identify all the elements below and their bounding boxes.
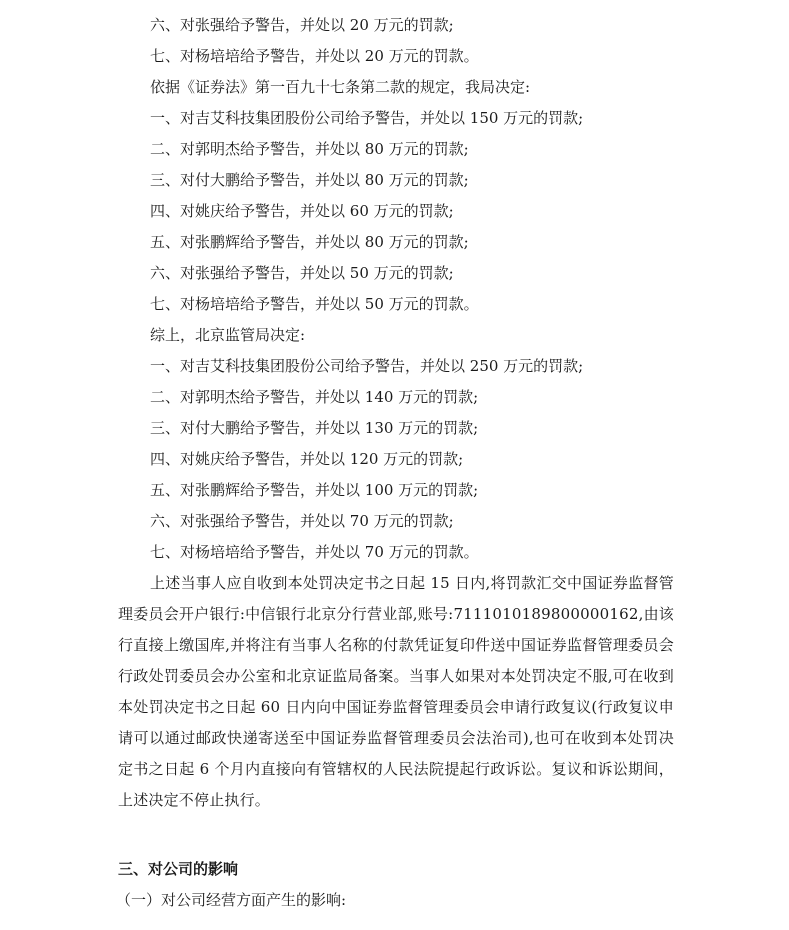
penalty-item: 五、对张鹏辉给予警告，并处以 80 万元的罚款; xyxy=(150,233,469,251)
penalty-item: 三、对付大鹏给予警告，并处以 130 万元的罚款; xyxy=(150,419,479,437)
penalty-item: 四、对姚庆给予警告，并处以 120 万元的罚款; xyxy=(150,450,464,468)
penalty-item: 六、对张强给予警告，并处以 20 万元的罚款; xyxy=(150,16,454,34)
penalty-item: 一、对吉艾科技集团股份公司给予警告，并处以 150 万元的罚款; xyxy=(150,109,584,127)
penalty-item: 二、对郭明杰给予警告，并处以 140 万元的罚款; xyxy=(150,388,479,406)
penalty-item: 三、对付大鹏给予警告，并处以 80 万元的罚款; xyxy=(150,171,469,189)
penalty-item: 六、对张强给予警告，并处以 50 万元的罚款; xyxy=(150,264,454,282)
penalty-item: 六、对张强给予警告，并处以 70 万元的罚款; xyxy=(150,512,454,530)
penalty-item: 七、对杨培培给予警告，并处以 70 万元的罚款。 xyxy=(150,543,479,561)
summary-line: 综上，北京监管局决定: xyxy=(150,326,306,344)
penalty-item: 四、对姚庆给予警告，并处以 60 万元的罚款; xyxy=(150,202,454,220)
section-heading: 三、对公司的影响 xyxy=(118,860,239,878)
penalty-item: 二、对郭明杰给予警告，并处以 80 万元的罚款; xyxy=(150,140,469,158)
subsection-heading: （一）对公司经营方面产生的影响: xyxy=(116,891,347,909)
penalty-item: 七、对杨培培给予警告，并处以 50 万元的罚款。 xyxy=(150,295,479,313)
payment-paragraph: 上述当事人应自收到本处罚决定书之日起 15 日内,将罚款汇交中国证券监督管理委员会开户银行:中信银行北京分行营业部,账号:7111010189800000162,由该行直接上缴国库,并将注有当事人名称的付款凭证复印件送中国证券监督管理委员会行政处罚委员会办公室和北京证监局备案。当事人如果对本处罚决定不服,可在收到本处罚决定书之日起 60 日内向中国证券监督管理委员会申请行政复议(行政复议申请可以通过邮政快递寄送至中国证券监督管理委员会法治司),也可在收到本处罚决定书之日起 6 个月内直接向有管辖权的人民法院提起行政诉讼。复议和诉讼期间，上述决定不停止执行。 xyxy=(118,574,674,809)
legal-basis: 依据《证券法》第一百九十七条第二款的规定，我局决定: xyxy=(150,78,531,96)
penalty-item: 五、对张鹏辉给予警告，并处以 100 万元的罚款; xyxy=(150,481,479,499)
penalty-item: 七、对杨培培给予警告，并处以 20 万元的罚款。 xyxy=(150,47,479,65)
document-body xyxy=(118,10,674,916)
penalty-item: 一、对吉艾科技集团股份公司给予警告，并处以 250 万元的罚款; xyxy=(150,357,584,375)
